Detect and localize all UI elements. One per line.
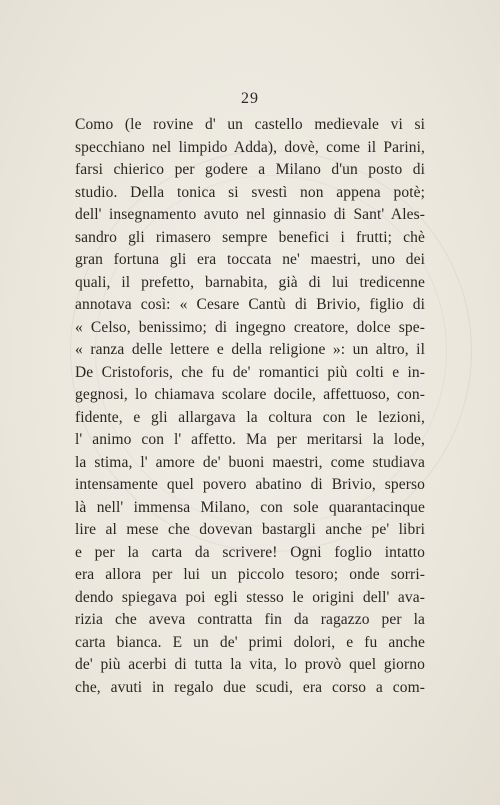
text-line: che, avuti in regalo due scudi, era corso a com-	[75, 678, 425, 696]
text-line: De Cristoforis, che fu de' romantici più colti e in-	[75, 363, 425, 381]
text-line: « Celso, benissimo; di ingegno creatore, dolce spe-	[75, 318, 425, 336]
text-line: era allora per lui un piccolo tesoro; onde sorri-	[75, 566, 425, 583]
text-line: quali, il prefetto, barnabita, già di lui tredicenne	[75, 273, 425, 291]
text-line: de' più acerbi di tutta la vita, lo provò quel giorno	[75, 656, 425, 673]
text-line: gran fortuna gli era toccata ne' maestri, uno dei	[75, 251, 425, 268]
text-line: specchiano nel limpido Adda), dovè, come il Parini,	[75, 138, 425, 156]
text-line: lire al mese che dovevan bastargli anche pe' libri	[75, 521, 425, 538]
text-line: farsi chierico per godere a Milano d'un posto di	[75, 161, 425, 178]
text-line: Como (le rovine d' un castello medievale vi si	[75, 116, 425, 133]
text-line: là nell' immensa Milano, con sole quarantacinque	[75, 498, 425, 516]
text-line: carta bianca. E un de' primi dolori, e fu anche	[75, 633, 425, 651]
text-line: rizia che aveva contratta fin da ragazzo per la	[75, 611, 425, 628]
text-line: intensamente quel povero abatino di Brivio, sperso	[75, 476, 425, 493]
text-line: annotava così: « Cesare Cantù di Brivio, figlio di	[75, 296, 425, 313]
text-line: « ranza delle lettere e della religione »: un altro, il	[75, 341, 425, 358]
text-line: dell' insegnamento avuto nel ginnasio di Sant' Ales-	[75, 206, 425, 223]
text-line: fidente, e gli allargava la coltura con le lezioni,	[75, 408, 425, 426]
text-line: la stima, l' amore de' buoni maestri, come studiava	[75, 453, 425, 471]
text-line: e per la carta da scrivere! Ogni foglio intatto	[75, 543, 425, 561]
page-number: 29	[241, 90, 259, 107]
text-line: dendo spiegava poi egli stesso le origini dell' ava-	[75, 588, 425, 606]
text-line: l' animo con l' affetto. Ma per meritarsi la lode,	[75, 431, 425, 448]
body-text	[75, 114, 425, 699]
text-line: sandro gli rimasero sempre benefici i frutti; chè	[75, 228, 425, 246]
text-line: gegnosi, lo chiamava scolare docile, affettuoso, con-	[75, 386, 425, 403]
text-line: studio. Della tonica si svestì non appena potè;	[75, 183, 425, 201]
